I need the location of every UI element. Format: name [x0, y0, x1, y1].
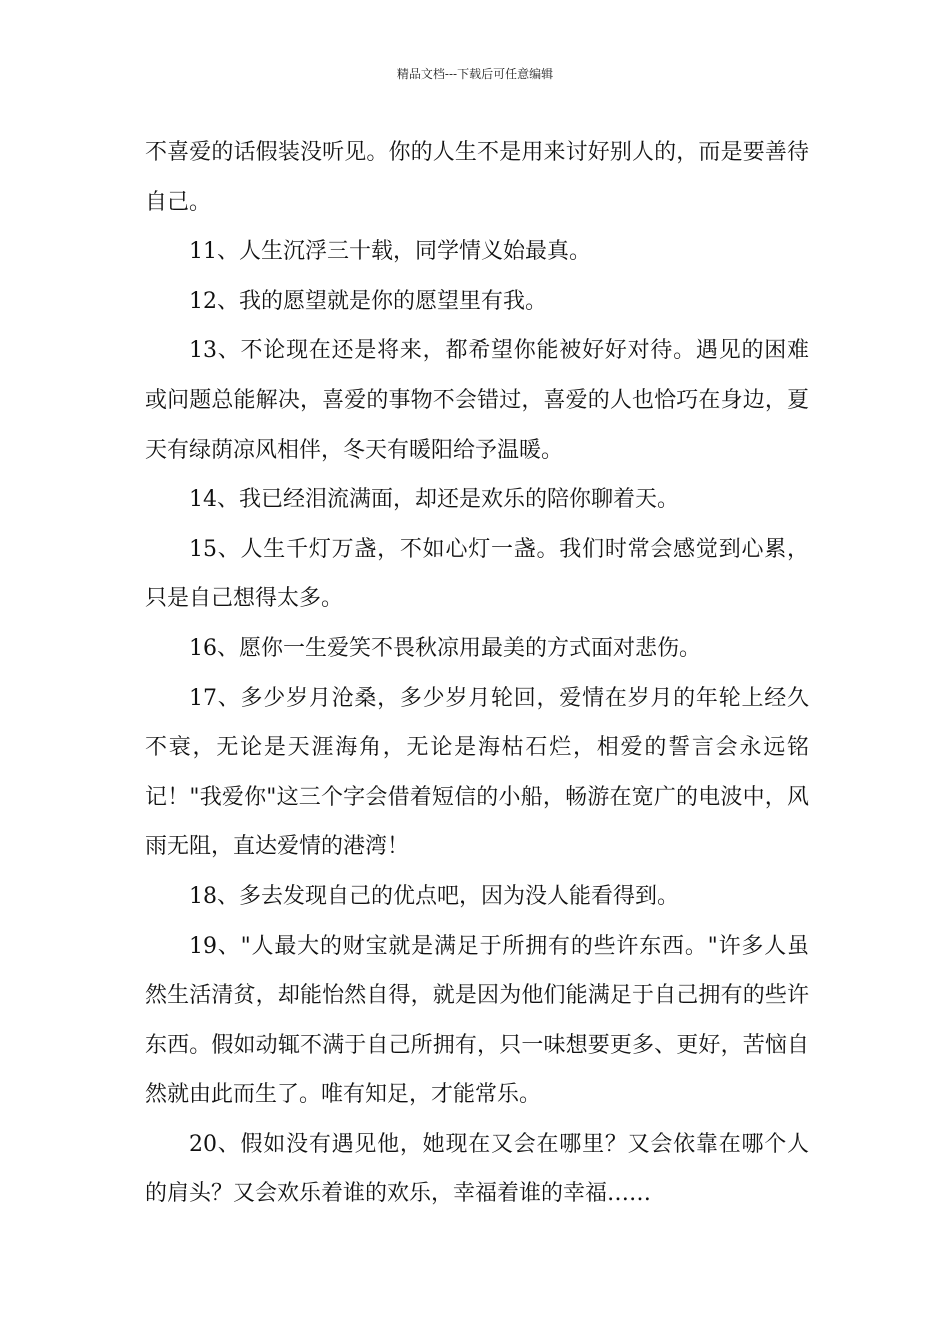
paragraph-12: 12、我的愿望就是你的愿望里有我。 [189, 288, 547, 314]
paragraph-20: 20、假如没有遇见他，她现在又会在哪里？又会依靠在哪个人的肩头？又会欢乐着谁的欢乐，幸福着谁的幸福…… [145, 1131, 809, 1207]
document-body [145, 128, 809, 1219]
paragraph-14: 14、我已经泪流满面，却还是欢乐的陪你聊着天。 [189, 487, 679, 513]
paragraph-16: 16、愿你一生爱笑不畏秋凉用最美的方式面对悲伤。 [189, 635, 701, 661]
paragraph-18: 18、多去发现自己的优点吧，因为没人能看得到。 [189, 883, 679, 909]
paragraph: 不喜爱的话假装没听见。你的人生不是用来讨好别人的，而是要善待自己。 [145, 140, 809, 215]
paragraph-11: 11、人生沉浮三十载，同学情义始最真。 [189, 239, 591, 265]
paragraph-15: 15、人生千灯万盏，不如心灯一盏。我们时常会感觉到心累，只是自己想得太多。 [145, 536, 809, 612]
paragraph-19: 19、"人最大的财宝就是满足于所拥有的些许东西。"许多人虽然生活清贫，却能怡然自得，就是因为他们能满足于自己拥有的些许东西。假如动辄不满于自己所拥有，只一味想要更多、更好，苦恼自然就由此而生了。唯有知足，才能常乐。 [145, 933, 809, 1108]
page-header: 精品文档---下载后可任意编辑 [396, 67, 554, 81]
paragraph-13: 13、不论现在还是将来，都希望你能被好好对待。遇见的困难或问题总能解决，喜爱的事物不会错过，喜爱的人也恰巧在身边，夏天有绿荫凉风相伴，冬天有暖阳给予温暖。 [145, 338, 809, 463]
paragraph-17: 17、多少岁月沧桑，多少岁月轮回，爱情在岁月的年轮上经久不衰，无论是天涯海角，无论是海枯石烂，相爱的誓言会永远铭记！"我爱你"这三个字会借着短信的小船，畅游在宽广的电波中，风雨无阻，直达爱情的港湾！ [145, 685, 809, 860]
